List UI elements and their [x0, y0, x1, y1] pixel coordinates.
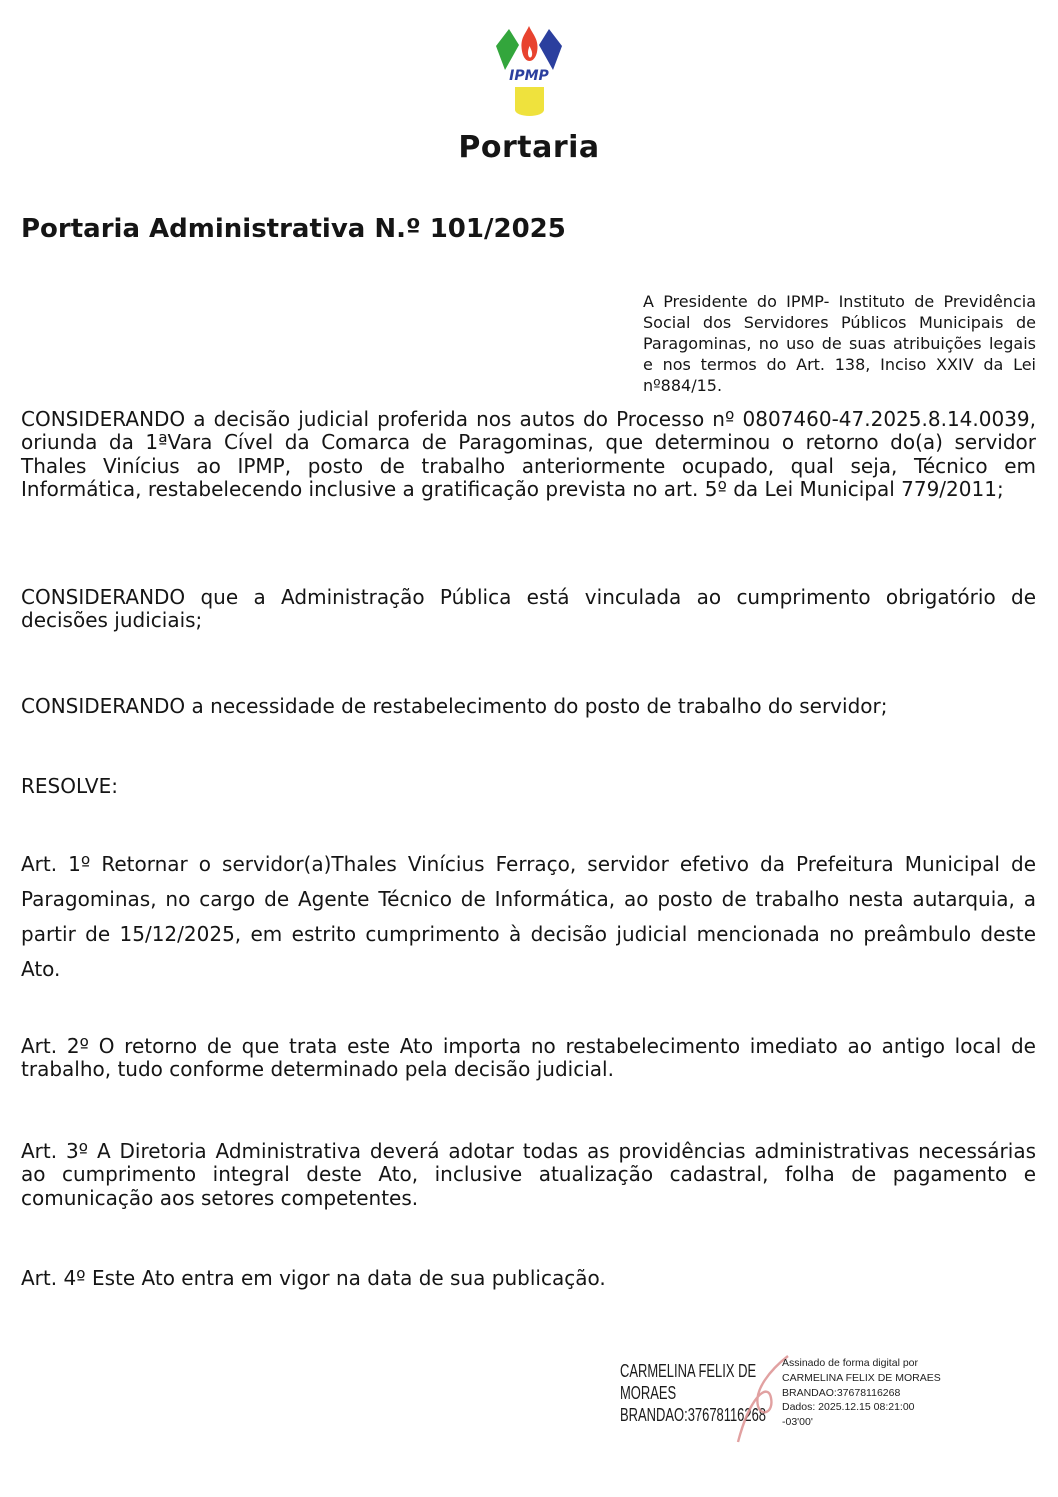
- preamble-paragraph: A Presidente do IPMP- Instituto de Previdência Social dos Servidores Públicos Municipais de Paragominas, no uso de suas atribuições legais e nos termos do Art. 138, Inciso XXIV da Lei nº884/15.: [643, 292, 1036, 395]
- article-2: Art. 2º O retorno de que trata este Ato importa no restabelecimento imediato ao antigo local de trabalho, tudo conforme determinado pela decisão judicial.: [21, 1034, 1036, 1082]
- considering-paragraph-2: CONSIDERANDO que a Administração Pública está vinculada ao cumprimento obrigatório de decisões judiciais;: [21, 585, 1036, 633]
- signature-name-line: BRANDAO:37678116268: [620, 1405, 767, 1425]
- document-title: Portaria: [458, 130, 600, 165]
- logo-candle-shape: [515, 87, 544, 116]
- resolve-label: RESOLVE:: [21, 774, 118, 798]
- ipmp-logo-graphic: [489, 24, 569, 120]
- digital-signature-details[interactable]: [782, 1356, 942, 1430]
- logo-blue-leaf-shape: [539, 29, 562, 70]
- signature-name-line: MORAES: [620, 1383, 677, 1403]
- signature-name-line: CARMELINA FELIX DE: [620, 1361, 757, 1381]
- signature-detail-line: Assinado de forma digital por: [782, 1357, 918, 1369]
- ipmp-logo: [489, 24, 569, 120]
- signature-detail-line: -03'00': [782, 1416, 813, 1429]
- signature-detail-line: CARMELINA FELIX DE MORAES: [782, 1371, 941, 1384]
- ordinance-number-heading: Portaria Administrativa N.º 101/2025: [21, 214, 566, 244]
- article-1: Art. 1º Retornar o servidor(a)Thales Vinícius Ferraço, servidor efetivo da Prefeitura Municipal de Paragominas, no cargo de Agente Técnico de Informática, ao posto de trabalho nesta autarquia, a partir de 15/12/2025, em estrito cumprimento à decisão judicial mencionada no preâmbulo deste Ato.: [21, 852, 1036, 981]
- considering-paragraph-1: CONSIDERANDO a decisão judicial proferida nos autos do Processo nº 0807460-47.2025.8.14.0039, oriunda da 1ªVara Cível da Comarca de Paragominas, que determinou o retorno do(a) servidor Thales Vinícius ao IPMP, posto de trabalho anteriormente ocupado, qual seja, Técnico em Informática, restabelecendo inclusive a gratificação prevista no art. 5º da Lei Municipal 779/2011;: [21, 407, 1036, 502]
- considering-paragraph-3: CONSIDERANDO a necessidade de restabelecimento do posto de trabalho do servidor;: [21, 694, 888, 718]
- article-3: Art. 3º A Diretoria Administrativa deverá adotar todas as providências administrativas necessárias ao cumprimento integral deste Ato, inclusive atualização cadastral, folha de pagamento e comunicação aos setores competentes.: [21, 1139, 1036, 1210]
- logo-acronym: IPMP: [509, 68, 549, 84]
- logo-green-leaf-shape: [496, 29, 519, 70]
- signature-detail-line: Dados: 2025.12.15 08:21:00: [782, 1401, 915, 1414]
- article-4: Art. 4º Este Ato entra em vigor na data de sua publicação.: [21, 1266, 606, 1290]
- signature-detail-line: BRANDAO:37678116268: [782, 1386, 901, 1399]
